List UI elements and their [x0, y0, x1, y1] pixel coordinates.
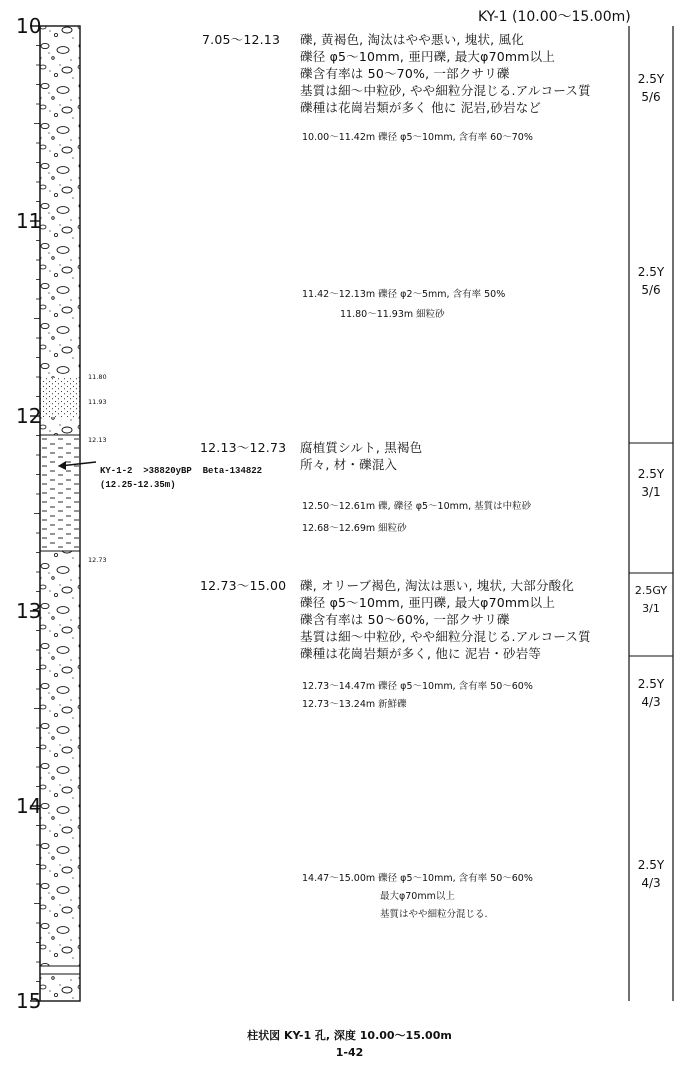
munsell-hue: 2.5GY	[634, 584, 668, 597]
depth-label-12: 12	[16, 404, 42, 428]
munsell-hue: 2.5Y	[637, 467, 665, 481]
sub-note: 14.47〜15.00m 礫径 φ5〜10mm, 含有率 50〜60%	[302, 873, 533, 884]
munsell-code	[629, 856, 673, 892]
sub-note: 11.42〜12.13m 礫径 φ2〜5mm, 含有率 50%	[302, 289, 506, 300]
munsell-hue: 2.5Y	[637, 72, 665, 86]
dating-sample: KY-1-2	[100, 466, 133, 476]
sub-note: 基質はやや細粒分混じる.	[380, 909, 488, 920]
boundary-label: 12.13	[88, 436, 107, 444]
depth-label-14: 14	[16, 794, 42, 818]
depth-label-13: 13	[16, 599, 42, 623]
description-line: 礫径 φ5〜10mm, 亜円礫, 最大φ70mm以上	[300, 49, 556, 64]
sub-note: 10.00〜11.42m 礫径 φ5〜10mm, 含有率 60〜70%	[302, 132, 533, 143]
sub-note: 12.73〜14.47m 礫径 φ5〜10mm, 含有率 50〜60%	[302, 681, 533, 692]
description-line: 所々, 材・礫混入	[300, 457, 398, 472]
dating-range: (12.25-12.35m)	[100, 480, 176, 490]
description-line: 礫含有率は 50〜70%, 一部クサリ礫	[300, 66, 510, 81]
munsell-code	[629, 263, 673, 299]
figure-caption: 柱状図 KY-1 孔, 深度 10.00〜15.00m	[247, 1029, 452, 1042]
color-column	[629, 26, 673, 1001]
munsell-hue: 2.5Y	[637, 677, 665, 691]
munsell-value: 5/6	[641, 283, 661, 297]
sub-note: 12.68〜12.69m 細粒砂	[302, 523, 407, 534]
munsell-code	[629, 582, 673, 618]
unit-range: 7.05〜12.13	[202, 32, 281, 47]
munsell-value: 4/3	[641, 876, 661, 890]
log-title: KY-1 (10.00〜15.00m)	[478, 9, 631, 25]
dating-label	[100, 465, 262, 477]
description-line: 基質は細〜中粒砂, やや細粒分混じる.アルコース質	[300, 629, 591, 644]
description-line: 礫, オリーブ褐色, 淘汰は悪い, 塊状, 大部分酸化	[300, 578, 575, 593]
description-line: 礫, 黄褐色, 淘汰はやや悪い, 塊状, 風化	[300, 32, 524, 47]
boundary-label: 11.80	[88, 373, 107, 381]
sub-note: 12.50〜12.61m 礫, 礫径 φ5〜10mm, 基質は中粒砂	[302, 501, 532, 512]
sub-note: 最大φ70mm以上	[380, 891, 455, 902]
depth-label-15: 15	[16, 989, 42, 1013]
description-line: 基質は細〜中粒砂, やや細粒分混じる.アルコース質	[300, 83, 591, 98]
munsell-value: 3/1	[642, 602, 660, 615]
munsell-value: 3/1	[641, 485, 661, 499]
description-line: 礫種は花崗岩類が多く, 他に 泥岩・砂岩等	[300, 646, 542, 661]
dating-age: >38820yBP	[143, 466, 192, 476]
munsell-code	[629, 675, 673, 711]
boundary-label: 11.93	[88, 398, 107, 406]
description-line: 腐植質シルト, 黒褐色	[300, 440, 423, 455]
munsell-code	[629, 465, 673, 501]
lithology-column	[40, 26, 80, 1001]
dating-lab: Beta-134822	[202, 466, 263, 476]
unit-range: 12.73〜15.00	[200, 578, 287, 593]
depth-label-11: 11	[16, 209, 42, 233]
munsell-value: 5/6	[641, 90, 661, 104]
description-line: 礫含有率は 50〜60%, 一部クサリ礫	[300, 612, 510, 627]
unit-description	[300, 577, 591, 662]
unit-range: 12.13〜12.73	[200, 440, 287, 455]
unit-description	[300, 439, 422, 473]
depth-label-10: 10	[16, 14, 42, 38]
munsell-hue: 2.5Y	[637, 858, 665, 872]
sub-note: 11.80〜11.93m 細粒砂	[340, 309, 445, 320]
munsell-hue: 2.5Y	[637, 265, 665, 279]
page-number: 1-42	[335, 1046, 364, 1059]
unit-description	[300, 31, 591, 116]
description-line: 礫種は花崗岩類が多く 他に 泥岩,砂岩など	[300, 100, 542, 115]
boundary-label: 12.73	[88, 556, 107, 564]
munsell-value: 4/3	[641, 695, 661, 709]
sub-note: 12.73〜13.24m 新鮮礫	[302, 699, 407, 710]
munsell-code	[629, 70, 673, 106]
description-line: 礫径 φ5〜10mm, 亜円礫, 最大φ70mm以上	[300, 595, 556, 610]
depth-axis	[30, 26, 40, 1001]
